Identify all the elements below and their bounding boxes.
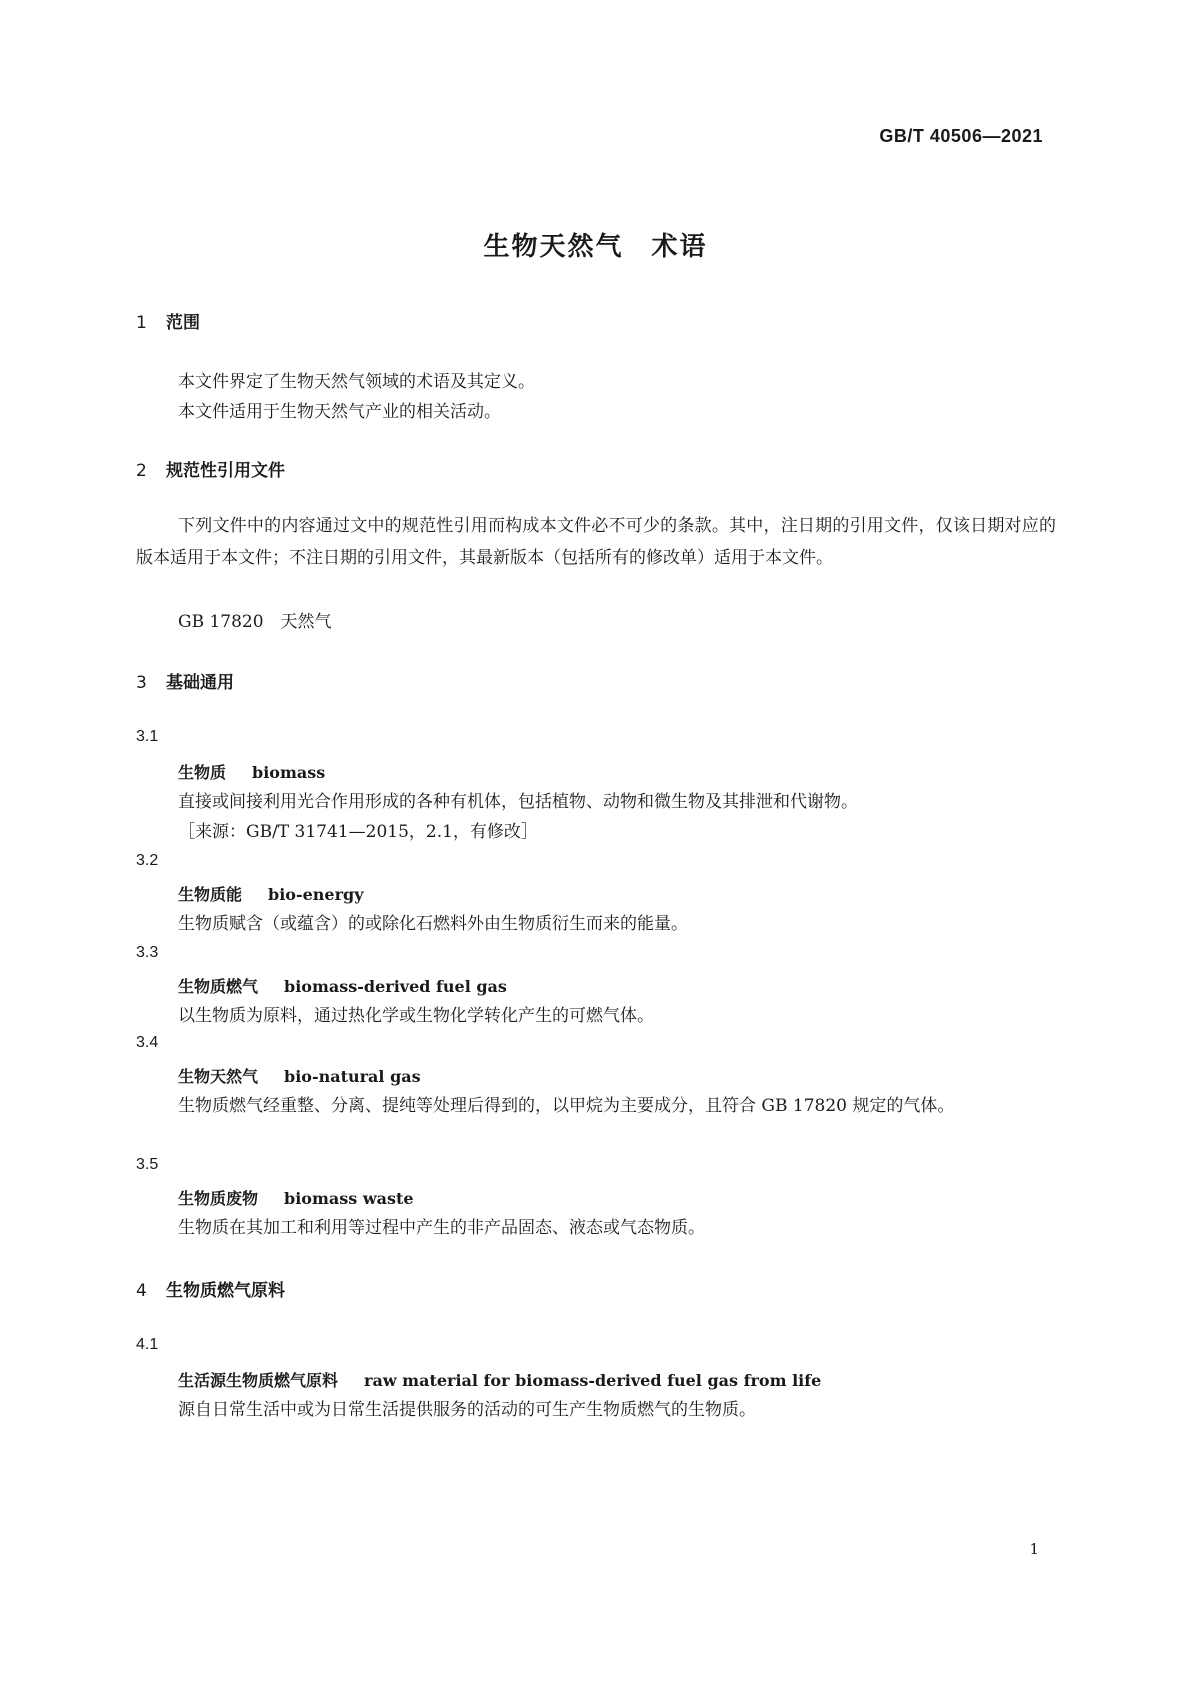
page-title: 生物天然气 术语 xyxy=(483,232,708,262)
term-en: bio-natural gas xyxy=(284,1067,421,1086)
term-zh: 生物质 xyxy=(178,763,227,782)
normative-reference: GB 17820 天然气 xyxy=(178,612,332,632)
term-definition: 源自日常生活中或为日常生活提供服务的活动的可生产生物质燃气的生物质。 xyxy=(178,1400,756,1420)
term-en: bio-energy xyxy=(268,885,364,904)
term-number: 3.3 xyxy=(136,944,159,961)
term-entry xyxy=(178,1186,414,1209)
term-number: 3.2 xyxy=(136,852,159,869)
paragraph: 下列文件中的内容通过文中的规范性引用而构成本文件必不可少的条款。其中，注日期的引用文件，仅该日期对应的版本适用于本文件；不注日期的引用文件，其最新版本（包括所有的修改单）适用于本文件。 xyxy=(136,516,1056,568)
term-number: 3.4 xyxy=(136,1034,159,1051)
section-number: 2 xyxy=(136,461,147,481)
section-heading-1 xyxy=(136,308,200,333)
term-number: 3.1 xyxy=(136,728,159,745)
term-entry xyxy=(178,974,507,997)
term-definition: 生物质燃气经重整、分离、提纯等处理后得到的，以甲烷为主要成分，且符合 GB 17820 规定的气体。 xyxy=(178,1096,955,1116)
section-title: 生物质燃气原料 xyxy=(166,1281,285,1301)
term-en: biomass xyxy=(252,763,326,782)
term-zh: 生物天然气 xyxy=(178,1067,259,1086)
term-en: biomass waste xyxy=(284,1189,414,1208)
term-number: 4.1 xyxy=(136,1336,159,1353)
page-number: 1 xyxy=(1029,1540,1039,1558)
section-title: 规范性引用文件 xyxy=(166,461,285,481)
paragraph: 本文件界定了生物天然气领域的术语及其定义。 xyxy=(178,372,535,392)
term-zh: 生物质废物 xyxy=(178,1189,259,1208)
term-definition: 以生物质为原料，通过热化学或生物化学转化产生的可燃气体。 xyxy=(178,1006,654,1026)
term-zh: 生物质燃气 xyxy=(178,977,259,996)
section-heading-2 xyxy=(136,456,285,481)
term-entry xyxy=(178,760,325,783)
term-entry xyxy=(178,1064,421,1087)
term-definition: 生物质在其加工和利用等过程中产生的非产品固态、液态或气态物质。 xyxy=(178,1218,705,1238)
document-code: GB/T 40506—2021 xyxy=(879,126,1043,146)
term-en: biomass-derived fuel gas xyxy=(284,977,507,996)
term-entry xyxy=(178,1368,821,1391)
term-number: 3.5 xyxy=(136,1156,159,1173)
section-title: 基础通用 xyxy=(166,673,234,693)
section-number: 4 xyxy=(136,1281,147,1301)
section-number: 3 xyxy=(136,673,147,693)
section-heading-4 xyxy=(136,1276,285,1301)
term-zh: 生活源生物质燃气原料 xyxy=(178,1371,339,1390)
term-definition: 生物质赋含（或蕴含）的或除化石燃料外由生物质衍生而来的能量。 xyxy=(178,914,688,934)
term-definition: 直接或间接利用光合作用形成的各种有机体，包括植物、动物和微生物及其排泄和代谢物。 xyxy=(178,792,858,812)
term-entry xyxy=(178,882,364,905)
section-number: 1 xyxy=(136,313,147,333)
term-zh: 生物质能 xyxy=(178,885,243,904)
section-heading-3 xyxy=(136,668,234,693)
term-en: raw material for biomass-derived fuel gas from life xyxy=(364,1371,822,1390)
paragraph: 本文件适用于生物天然气产业的相关活动。 xyxy=(178,402,501,422)
section-title: 范围 xyxy=(166,313,200,333)
term-source: ［来源：GB/T 31741—2015，2.1，有修改］ xyxy=(178,822,538,842)
